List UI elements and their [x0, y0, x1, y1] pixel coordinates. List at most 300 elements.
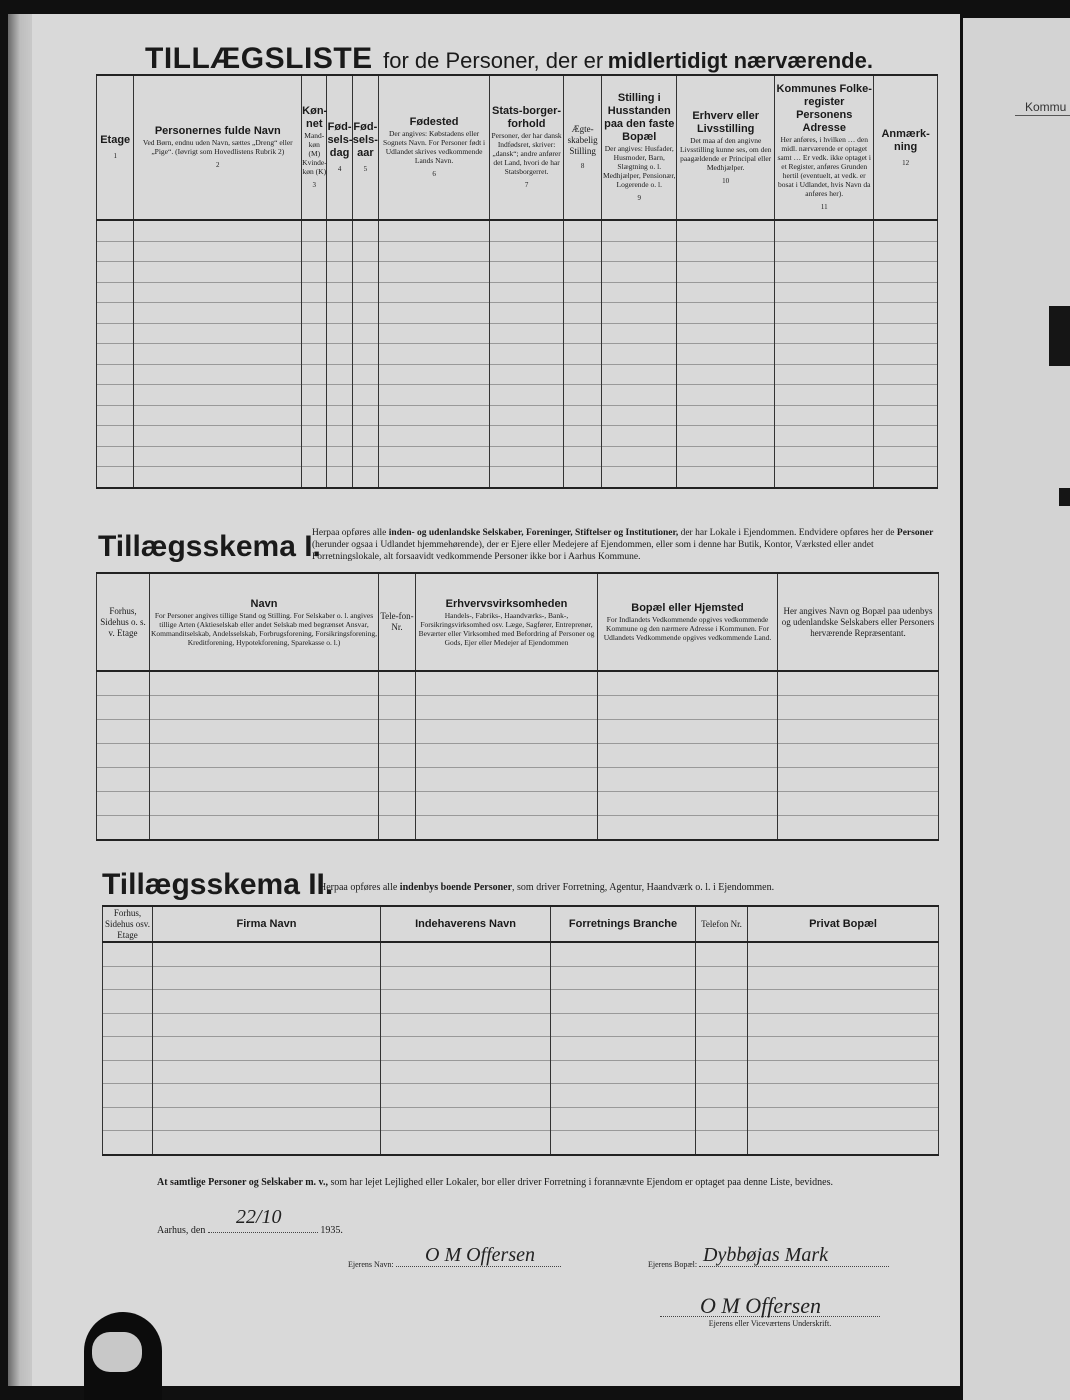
- column-number: 1: [113, 152, 117, 160]
- table-cell: [134, 241, 302, 262]
- facing-page-mark: [1059, 488, 1070, 506]
- table-cell: [327, 303, 352, 324]
- table-cell: [748, 990, 939, 1014]
- column-title: Fød-sels-dag: [327, 121, 353, 159]
- table-cell: [874, 426, 938, 447]
- table-cell: [598, 744, 778, 768]
- table-cell: [563, 323, 601, 344]
- column-title: Indehaverens Navn: [415, 917, 516, 930]
- table-cell: [602, 405, 677, 426]
- table-cell: [696, 1037, 748, 1061]
- skema2-header-1: [153, 906, 381, 942]
- skema2-row: [103, 1013, 939, 1037]
- table-cell: [775, 364, 874, 385]
- table-cell: [563, 446, 601, 467]
- table-cell: [602, 323, 677, 344]
- table-cell: [748, 1013, 939, 1037]
- table-cell: [378, 303, 489, 324]
- table-cell: [416, 720, 598, 744]
- table-cell: [677, 344, 775, 365]
- table-cell: [551, 966, 696, 990]
- skema1-row: [97, 744, 939, 768]
- table-cell: [696, 1060, 748, 1084]
- column-title: Anmærk-ning: [881, 127, 930, 153]
- table-cell: [134, 426, 302, 447]
- column-number: 4: [337, 165, 342, 173]
- table-cell: [677, 446, 775, 467]
- table1-header-6: [490, 75, 564, 220]
- table1-row: [97, 467, 938, 488]
- table-cell: [677, 220, 775, 241]
- table-cell: [874, 344, 938, 365]
- skema1-header-5: [778, 573, 939, 671]
- table-cell: [97, 364, 134, 385]
- table-cell: [153, 1131, 381, 1155]
- skema2-description: Herpaa opføres alle indenbys boende Personer, som driver Forretning, Agentur, Haandværk o. l. i Ejendommen.: [319, 882, 775, 893]
- skema2-row: [103, 942, 939, 966]
- table-cell: [352, 364, 378, 385]
- table-cell: [490, 467, 564, 488]
- table-cell: [748, 1084, 939, 1108]
- table-cell: [551, 1060, 696, 1084]
- table-cell: [775, 241, 874, 262]
- table-cell: [134, 385, 302, 406]
- table-cell: [490, 364, 564, 385]
- table-cell: [778, 768, 939, 792]
- skema2-row: [103, 966, 939, 990]
- table1-row: [97, 405, 938, 426]
- skema1-header-4: [598, 573, 778, 671]
- skema1-row: [97, 792, 939, 816]
- column-subtitle: Ved Børn, endnu uden Navn, sættes „Dreng“ eller „Pige“. (Iøvrigt som Hovedlistens Rubrik 2): [142, 138, 293, 156]
- table1-row: [97, 262, 938, 283]
- table-cell: [874, 405, 938, 426]
- table-cell: [696, 990, 748, 1014]
- table-cell: [150, 744, 379, 768]
- table-cell: [97, 768, 150, 792]
- column-title: Stats-borger-forhold: [492, 105, 562, 130]
- table-cell: [490, 323, 564, 344]
- table1-row: [97, 282, 938, 303]
- table-cell: [352, 262, 378, 283]
- table-cell: [327, 467, 352, 488]
- table-cell: [150, 768, 379, 792]
- column-title: Erhverv eller Livsstilling: [692, 109, 759, 135]
- table-cell: [602, 344, 677, 365]
- table-cell: [302, 426, 327, 447]
- table-cell: [302, 467, 327, 488]
- table-cell: [381, 1131, 551, 1155]
- column-subtitle: Der angives: Købstadens eller Sognets Navn. For Personer født i Udlandet skrives vedkommende Lands Navn.: [383, 129, 486, 165]
- column-subtitle: Mand-køn (M) Kvinde-køn (K): [302, 131, 327, 176]
- table-cell: [378, 282, 489, 303]
- table-cell: [381, 1013, 551, 1037]
- table1-header-9: [677, 75, 775, 220]
- facing-page-letter: [1049, 306, 1070, 366]
- table-cell: [379, 720, 416, 744]
- table-cell: [381, 1060, 551, 1084]
- table-cell: [153, 1060, 381, 1084]
- table-cell: [153, 942, 381, 966]
- table-cell: [352, 344, 378, 365]
- column-number: 10: [722, 176, 730, 185]
- table-cell: [379, 816, 416, 841]
- table-cell: [490, 385, 564, 406]
- table-cell: [563, 241, 601, 262]
- table-cell: [97, 671, 150, 696]
- table-cell: [302, 262, 327, 283]
- table-cell: [490, 241, 564, 262]
- column-number: 6: [432, 170, 436, 178]
- table-cell: [97, 282, 134, 303]
- table-cell: [153, 1037, 381, 1061]
- table-cell: [97, 262, 134, 283]
- table-cell: [302, 323, 327, 344]
- table-cell: [103, 990, 153, 1014]
- column-title: Fød-sels-aar: [352, 121, 378, 159]
- table-cell: [352, 282, 378, 303]
- table-cell: [97, 323, 134, 344]
- table1-row: [97, 303, 938, 324]
- column-title: Stilling i Husstanden paa den faste Bopæl: [604, 92, 675, 143]
- table-cell: [563, 262, 601, 283]
- table-cell: [602, 385, 677, 406]
- column-title: Personernes fulde Navn: [154, 125, 281, 137]
- table1-row: [97, 385, 938, 406]
- title-main: TILLÆGSLISTE: [145, 42, 373, 75]
- table-cell: [775, 405, 874, 426]
- column-subtitle: Ægte-skabelig Stilling: [567, 124, 598, 156]
- skema2-row: [103, 1107, 939, 1131]
- skema2-header-2: [381, 906, 551, 942]
- owner-name-label: Ejerens Navn:: [348, 1260, 561, 1269]
- skema1-header-3: [416, 573, 598, 671]
- table-cell: [696, 1084, 748, 1108]
- table-cell: [416, 792, 598, 816]
- column-number: 11: [820, 203, 828, 211]
- table-cell: [775, 385, 874, 406]
- title-middle: for de Personer, der er: [383, 48, 604, 73]
- table-cell: [677, 262, 775, 283]
- table-cell: [696, 942, 748, 966]
- column-subtitle: Handels-, Fabriks-, Haandværks-, Bank-, Forsikringsvirksomhed osv. Læge, Sagfører, Entreprenør, Beværter eller Virksomhed med Befordring af Personer og Gods, Ejer eller Medejer af Ejendommen: [418, 610, 595, 647]
- table-cell: [134, 282, 302, 303]
- table-cell: [677, 282, 775, 303]
- table-cell: [134, 220, 302, 241]
- column-subtitle: For Indlandets Vedkommende opgives vedkommende Kommune og den nærmere Adresse i Kommunen. For Udlandets Vedkommende opgives vedkommende Land.: [603, 615, 772, 642]
- table-cell: [778, 792, 939, 816]
- table-cell: [598, 720, 778, 744]
- table-cell: [748, 942, 939, 966]
- table-cell: [103, 966, 153, 990]
- table-cell: [416, 768, 598, 792]
- skema1-row: [97, 720, 939, 744]
- table-skema1: [96, 572, 939, 841]
- table-cell: [598, 792, 778, 816]
- table-cell: [490, 303, 564, 324]
- table-cell: [381, 1107, 551, 1131]
- table-cell: [563, 405, 601, 426]
- column-number: 8: [580, 162, 585, 170]
- table-cell: [677, 426, 775, 447]
- table-cell: [563, 426, 601, 447]
- table-cell: [602, 303, 677, 324]
- table-cell: [490, 344, 564, 365]
- table-cell: [97, 744, 150, 768]
- column-subtitle: Telefon Nr.: [701, 918, 742, 929]
- table-cell: [874, 262, 938, 283]
- table-cell: [327, 282, 352, 303]
- table-cell: [302, 405, 327, 426]
- table1-row: [97, 344, 938, 365]
- table-cell: [327, 323, 352, 344]
- table-cell: [378, 241, 489, 262]
- table-cell: [551, 1107, 696, 1131]
- column-subtitle: For Personer angives tillige Stand og Stilling. For Selskaber o. l. angives tillige Arten (Aktieselskab eller andet Selskab med begrænset Ansvar, Kommanditselskab, Andelsselskab, Forbrugsforening, Forsikringsforening, Kreditforening, Hypotekforening, Sparekasse o. l.): [150, 610, 378, 647]
- table-cell: [775, 282, 874, 303]
- table-cell: [381, 942, 551, 966]
- column-subtitle: Her anføres, i hvilken … den midl. nærværende er optaget samt … Er vedk. ikke optaget i et Register, anføres Grunden hertil (eventuelt, at vedk. er bosat i Udlandet, hvis Navn da anføres her).: [777, 135, 871, 198]
- table1-header-11: [874, 75, 938, 220]
- table1-row: [97, 323, 938, 344]
- table-cell: [352, 323, 378, 344]
- page-title: [145, 42, 873, 76]
- table-cell: [97, 426, 134, 447]
- table-cell: [378, 344, 489, 365]
- table-cell: [97, 816, 150, 841]
- column-subtitle: Tele-fon-Nr.: [380, 611, 414, 632]
- table1-header-10: [775, 75, 874, 220]
- handwritten-signature: O M Offersen: [700, 1293, 821, 1318]
- table-cell: [378, 323, 489, 344]
- table1-row: [97, 446, 938, 467]
- table-cell: [602, 426, 677, 447]
- table-cell: [379, 671, 416, 696]
- table-cell: [134, 262, 302, 283]
- table1-row: [97, 220, 938, 241]
- table-cell: [490, 446, 564, 467]
- skema2-row: [103, 990, 939, 1014]
- column-title: Kommunes Folke-register Personens Adresse: [776, 83, 872, 134]
- table-cell: [602, 262, 677, 283]
- table-cell: [302, 303, 327, 324]
- table-cell: [775, 220, 874, 241]
- table-cell: [103, 1131, 153, 1155]
- column-subtitle: Forhus, Sidehus o. s. v. Etage: [100, 605, 146, 638]
- table-cell: [97, 467, 134, 488]
- table-cell: [775, 344, 874, 365]
- table-cell: [778, 816, 939, 841]
- column-title: Firma Navn: [236, 917, 297, 930]
- table-cell: [416, 816, 598, 841]
- table-cell: [352, 385, 378, 406]
- table-cell: [352, 446, 378, 467]
- skema1-description: Herpaa opføres alle inden- og udenlandske Selskaber, Foreninger, Stiftelser og Institutioner, der har Lokale i Ejendommen. Endvidere opføres her de Personer (herunder ogsaa i Udlandet hjemmehørende), der er Ejere eller Medejere af Ejendommen, eller som i denne har Butik, Kontor, Værksted eller andet Forretningslokale, alt forsaavidt vedkommende Personer ikke bor i Aarhus Kommune.: [312, 528, 934, 562]
- table-cell: [748, 966, 939, 990]
- table-cell: [352, 241, 378, 262]
- skema2-header-5: [748, 906, 939, 942]
- table-cell: [103, 1060, 153, 1084]
- table-cell: [378, 385, 489, 406]
- table1-header-2: [302, 75, 327, 220]
- table-cell: [302, 364, 327, 385]
- table-cell: [874, 220, 938, 241]
- table1-header-1: [134, 75, 302, 220]
- column-number: 12: [902, 158, 910, 167]
- table-cell: [134, 303, 302, 324]
- skema2-header-0: [103, 906, 153, 942]
- table-cell: [302, 282, 327, 303]
- table-cell: [748, 1060, 939, 1084]
- table-cell: [696, 1131, 748, 1155]
- table-cell: [103, 1013, 153, 1037]
- table-cell: [778, 671, 939, 696]
- table-cell: [490, 262, 564, 283]
- table-cell: [153, 1013, 381, 1037]
- column-title: Forretnings Branche: [568, 917, 678, 930]
- table1-row: [97, 364, 938, 385]
- column-subtitle: Det maa af den angivne Livsstilling kunne ses, om den paagældende er Principal eller Medhjælper.: [679, 135, 772, 172]
- table-cell: [352, 467, 378, 488]
- table-cell: [598, 696, 778, 720]
- owner-address-label: Ejerens Bopæl:: [648, 1260, 889, 1269]
- table-cell: [602, 467, 677, 488]
- table-cell: [677, 385, 775, 406]
- table-cell: [551, 1013, 696, 1037]
- column-number: 2: [216, 161, 220, 169]
- table-cell: [379, 744, 416, 768]
- table-skema2: [102, 905, 939, 1156]
- column-title: Fødested: [409, 116, 459, 128]
- table-tillaegsliste: [96, 74, 938, 489]
- table-cell: [696, 966, 748, 990]
- table-cell: [97, 385, 134, 406]
- table-cell: [602, 364, 677, 385]
- table-cell: [352, 303, 378, 324]
- table-cell: [327, 446, 352, 467]
- table-cell: [134, 446, 302, 467]
- table-cell: [677, 241, 775, 262]
- table-cell: [490, 282, 564, 303]
- table-cell: [598, 816, 778, 841]
- table-cell: [775, 303, 874, 324]
- table-cell: [302, 241, 327, 262]
- table-cell: [153, 1084, 381, 1108]
- table-cell: [379, 792, 416, 816]
- table-cell: [302, 385, 327, 406]
- table1-row: [97, 241, 938, 262]
- table-cell: [97, 446, 134, 467]
- table1-header-3: [327, 75, 352, 220]
- table-cell: [378, 220, 489, 241]
- table-cell: [352, 405, 378, 426]
- table-cell: [563, 303, 601, 324]
- table-cell: [378, 467, 489, 488]
- table-cell: [327, 385, 352, 406]
- table-cell: [775, 426, 874, 447]
- table-cell: [327, 220, 352, 241]
- table-cell: [97, 344, 134, 365]
- handwritten-owner-name: O M Offersen: [425, 1244, 535, 1266]
- table-cell: [748, 1107, 939, 1131]
- table-cell: [748, 1037, 939, 1061]
- table-cell: [327, 426, 352, 447]
- table-cell: [677, 303, 775, 324]
- table-cell: [551, 1131, 696, 1155]
- table-cell: [327, 241, 352, 262]
- table-cell: [150, 792, 379, 816]
- table-cell: [490, 426, 564, 447]
- table-cell: [381, 966, 551, 990]
- table-cell: [874, 385, 938, 406]
- table-cell: [327, 262, 352, 283]
- table-cell: [381, 1084, 551, 1108]
- table-cell: [150, 816, 379, 841]
- skema2-header-3: [551, 906, 696, 942]
- table-cell: [103, 942, 153, 966]
- skema1-title: Tillægsskema I.: [98, 530, 321, 563]
- table-cell: [602, 446, 677, 467]
- column-number: 5: [363, 165, 368, 173]
- table-cell: [327, 344, 352, 365]
- table-cell: [874, 282, 938, 303]
- table-cell: [150, 696, 379, 720]
- table-cell: [490, 220, 564, 241]
- table-cell: [696, 1013, 748, 1037]
- column-title: Bopæl eller Hjemsted: [631, 602, 744, 614]
- table-cell: [97, 405, 134, 426]
- table-cell: [563, 220, 601, 241]
- table-cell: [153, 966, 381, 990]
- column-number: 7: [524, 181, 529, 189]
- facing-page: [963, 18, 1070, 1400]
- table-cell: [874, 446, 938, 467]
- table1-header-7: [563, 75, 601, 220]
- table-cell: [97, 792, 150, 816]
- table-cell: [134, 344, 302, 365]
- skema2-row: [103, 1131, 939, 1155]
- skema2-title: Tillægsskema II.: [102, 868, 334, 901]
- table-cell: [874, 323, 938, 344]
- table-cell: [677, 364, 775, 385]
- table-cell: [153, 1107, 381, 1131]
- table-cell: [598, 671, 778, 696]
- table-cell: [134, 364, 302, 385]
- table-cell: [874, 364, 938, 385]
- table1-header-4: [352, 75, 378, 220]
- binder-clip: [84, 1312, 162, 1400]
- table-cell: [602, 282, 677, 303]
- table-cell: [563, 467, 601, 488]
- title-bold: midlertidigt nærværende.: [607, 48, 873, 73]
- table-cell: [602, 241, 677, 262]
- facing-page-label: Kommu: [1025, 100, 1067, 114]
- table-cell: [378, 446, 489, 467]
- table-cell: [490, 405, 564, 426]
- table-cell: [327, 405, 352, 426]
- table-cell: [563, 385, 601, 406]
- signature-label: Ejerens eller Viceværtens Underskrift.: [660, 1316, 880, 1328]
- handwritten-date: 22/10: [236, 1206, 282, 1228]
- table-cell: [677, 467, 775, 488]
- table-cell: [778, 720, 939, 744]
- table-cell: [551, 1084, 696, 1108]
- table-cell: [378, 262, 489, 283]
- table-cell: [302, 220, 327, 241]
- table-cell: [379, 696, 416, 720]
- table-cell: [378, 426, 489, 447]
- table-cell: [134, 323, 302, 344]
